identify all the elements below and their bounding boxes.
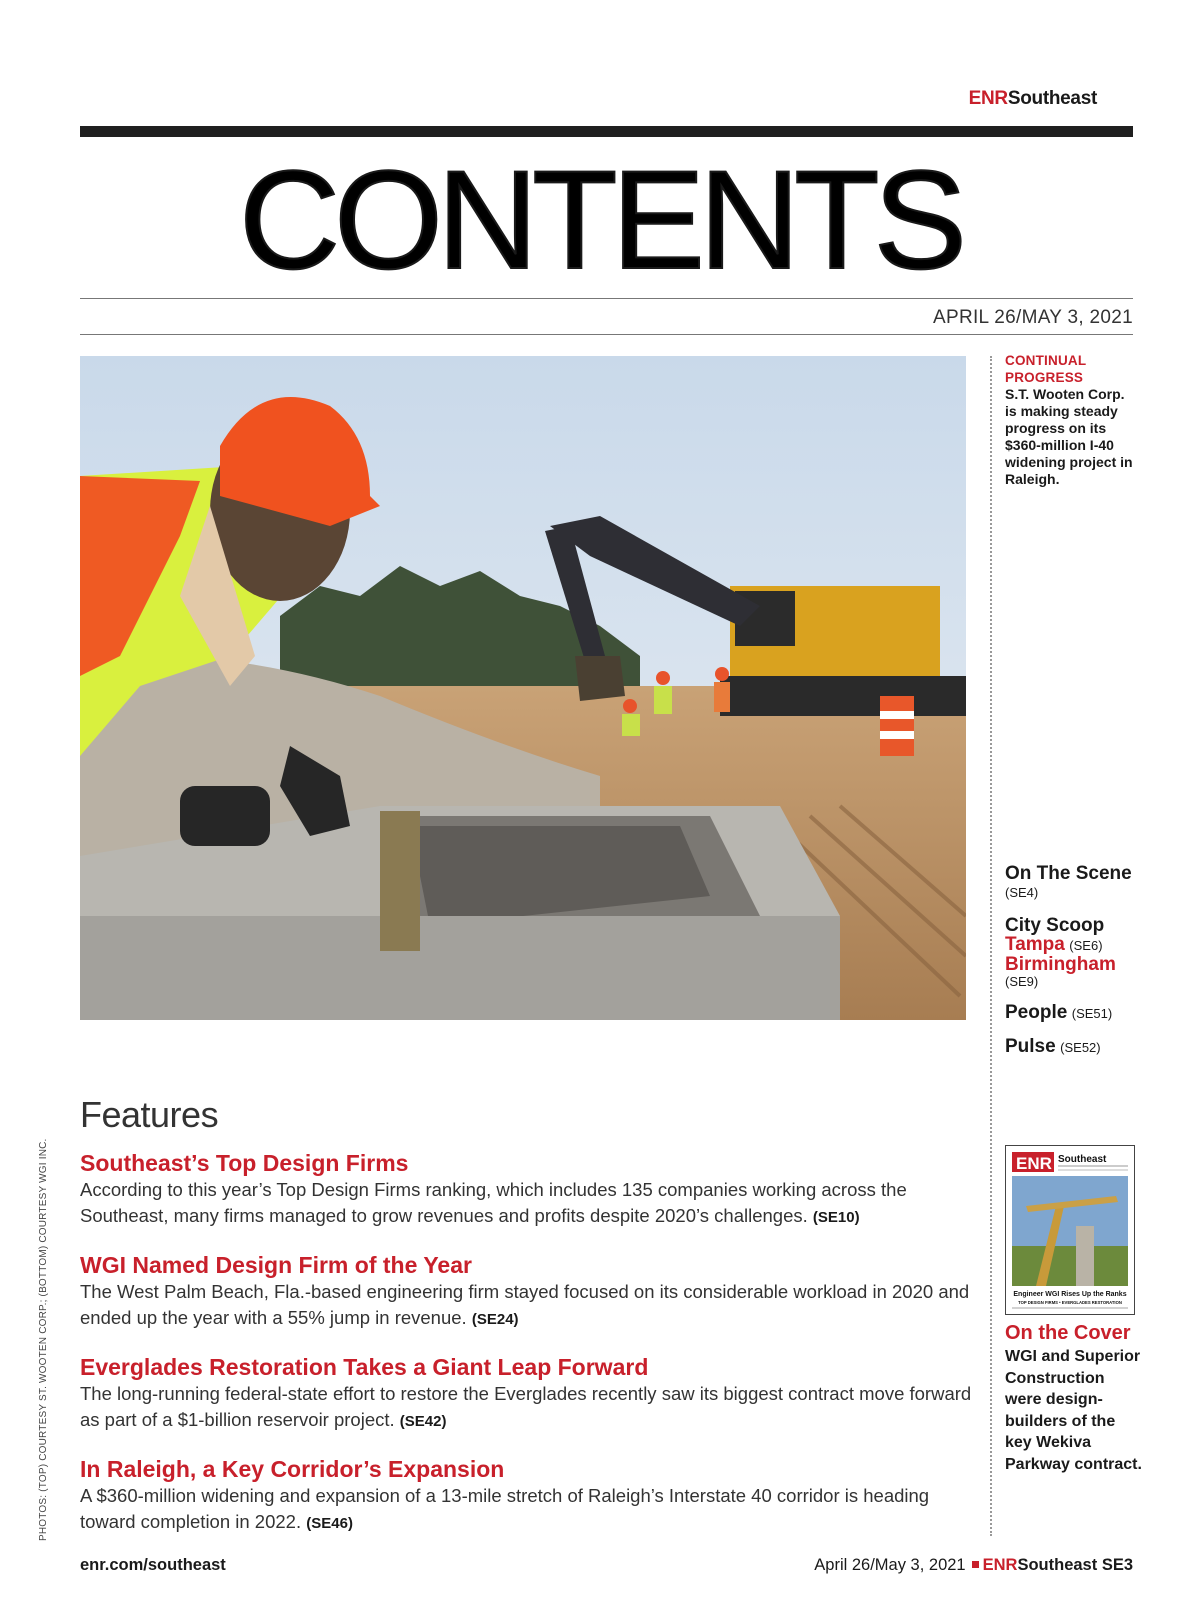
dept-name: Pulse xyxy=(1005,1036,1056,1057)
footer-region: Southeast xyxy=(1017,1556,1098,1574)
sidebar-divider xyxy=(990,356,992,1536)
cover-headline: Engineer WGI Rises Up the Ranks xyxy=(1013,1291,1127,1298)
feature-item[interactable] xyxy=(80,1251,980,1333)
caption-text: S.T. Wooten Corp. is making steady progress on its $360-million I-40 widening project in Raleigh. xyxy=(1005,386,1133,487)
dept-pulse[interactable] xyxy=(1005,1037,1145,1057)
issue-date: APRIL 26/MAY 3, 2021 xyxy=(933,307,1133,328)
page-title xyxy=(0,141,1200,298)
on-the-cover xyxy=(1005,1322,1145,1475)
footer-enr: ENR xyxy=(982,1556,1018,1574)
feature-title[interactable]: In Raleigh, a Key Corridor’s Expansion xyxy=(80,1456,505,1482)
feature-page: (SE46) xyxy=(306,1515,353,1532)
feature-desc: A $360-million widening and expansion of a 13-mile stretch of Raleigh’s Interstate 40 corridor is heading toward completion in 2022. xyxy=(80,1485,930,1532)
features-heading: Features xyxy=(80,1094,219,1135)
cover-thumbnail[interactable] xyxy=(1005,1145,1135,1315)
feature-title[interactable]: Southeast’s Top Design Firms xyxy=(80,1150,409,1176)
on-cover-heading: On the Cover xyxy=(1005,1322,1131,1344)
footer-square-icon xyxy=(972,1561,979,1568)
footer-url[interactable]: enr.com/southeast xyxy=(80,1556,226,1574)
dept-name: People xyxy=(1005,1002,1068,1023)
feature-desc: According to this year’s Top Design Firms ranking, which includes 135 companies working across the Southeast, many firms managed to grow revenues and profits despite 2020’s challenges. xyxy=(80,1179,907,1226)
footer-page-number: SE3 xyxy=(1101,1556,1133,1574)
top-rule-bar xyxy=(80,126,1133,137)
cover-mast-region: Southeast xyxy=(1058,1154,1107,1165)
city-tampa[interactable]: Tampa xyxy=(1005,934,1065,955)
cover-image xyxy=(1006,1146,1134,1314)
feature-desc: The long-running federal-state effort to restore the Everglades recently saw its biggest contract move forward as part of a $1-billion reservoir project. xyxy=(80,1383,972,1430)
feature-page: (SE42) xyxy=(399,1413,447,1430)
feature-title[interactable]: WGI Named Design Firm of the Year xyxy=(80,1252,472,1278)
cover-mast-enr: ENR xyxy=(1016,1154,1052,1173)
photo-caption xyxy=(1005,352,1140,488)
dept-page: (SE9) xyxy=(1005,974,1039,989)
on-cover-text: WGI and Superior Construction were design-builders of the key Wekiva Parkway contract. xyxy=(1005,1348,1142,1473)
cover-subline: TOP DESIGN FIRMS • EVERGLADES RESTORATION xyxy=(1018,1300,1122,1305)
dept-name: City Scoop xyxy=(1005,915,1105,936)
city-birmingham[interactable]: Birmingham xyxy=(1005,954,1116,975)
brand-logo xyxy=(969,88,1097,110)
dept-city-scoop[interactable] xyxy=(1005,916,1145,989)
photo-credit: PHOTOS: (TOP) COURTESY ST. WOOTEN CORP.; (BOTTOM) COURTESY WGI INC. xyxy=(38,1138,49,1541)
dept-name: On The Scene xyxy=(1005,863,1132,884)
caption-heading: CONTINUAL PROGRESS xyxy=(1005,353,1087,385)
dept-people[interactable] xyxy=(1005,1003,1145,1023)
page-title-text: CONTENTS xyxy=(239,141,961,298)
footer-folio xyxy=(814,1556,1133,1575)
footer-date: April 26/May 3, 2021 xyxy=(814,1556,966,1574)
title-rule-bottom xyxy=(80,334,1133,335)
brand-region: Southeast xyxy=(1007,88,1097,109)
feature-item[interactable] xyxy=(80,1149,980,1231)
title-rule-top xyxy=(80,298,1133,299)
feature-item[interactable] xyxy=(80,1455,980,1537)
feature-title[interactable]: Everglades Restoration Takes a Giant Leap Forward xyxy=(80,1354,649,1380)
feature-desc: The West Palm Beach, Fla.-based engineering firm stayed focused on its considerable workload in 2020 and ended up the year with a 55% jump in revenue. xyxy=(80,1281,970,1328)
dept-page: (SE52) xyxy=(1060,1040,1101,1055)
feature-page: (SE24) xyxy=(471,1311,519,1328)
main-photo xyxy=(80,356,966,1020)
dept-page: (SE4) xyxy=(1005,885,1039,900)
dept-on-the-scene[interactable] xyxy=(1005,864,1145,902)
feature-item[interactable] xyxy=(80,1353,980,1435)
brand-enr: ENR xyxy=(968,88,1008,109)
dept-page: (SE51) xyxy=(1071,1006,1113,1021)
departments-list xyxy=(1005,864,1145,1071)
dept-page: (SE6) xyxy=(1069,938,1103,953)
construction-scene-image xyxy=(80,356,966,1020)
feature-page: (SE10) xyxy=(812,1209,860,1226)
